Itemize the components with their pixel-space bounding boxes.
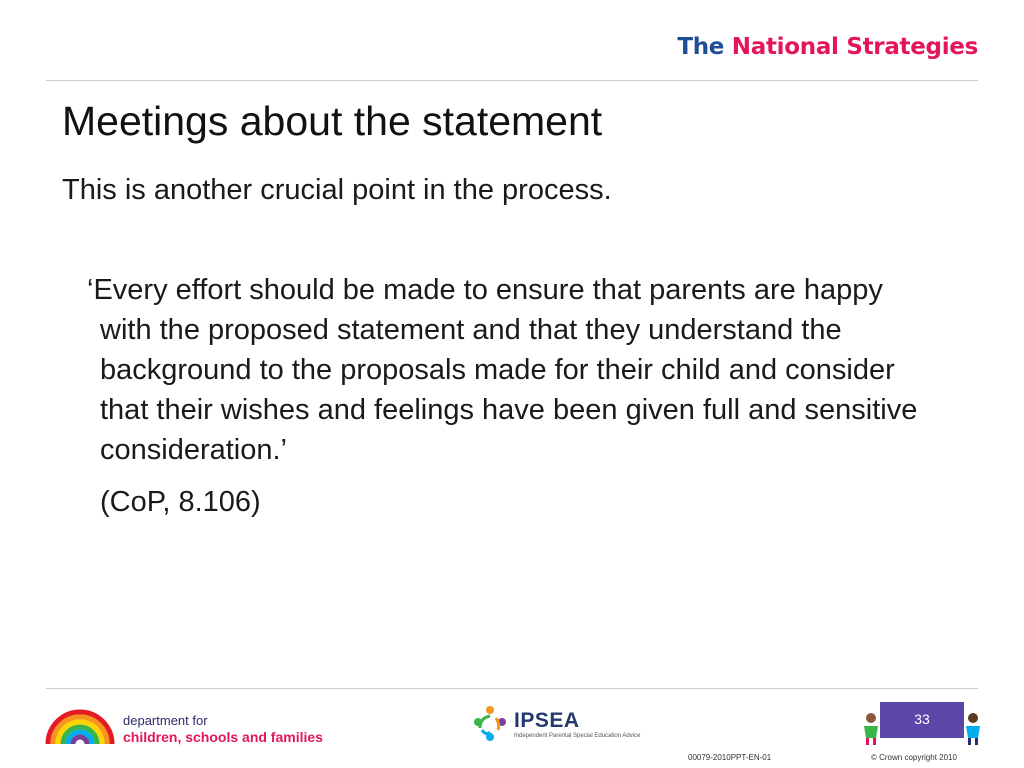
dcsf-dept-text: department for: [123, 713, 208, 728]
child-figure-left-icon: [860, 712, 882, 746]
slide-citation: (CoP, 8.106): [100, 486, 261, 518]
ipsea-full-name: Independent Parental Special Education Advice: [514, 733, 641, 739]
dcsf-logo: [44, 704, 334, 748]
child-figure-right-icon: [962, 712, 984, 746]
page-number: 33: [914, 711, 930, 727]
slide-intro: This is another crucial point in the process.: [62, 174, 612, 206]
slide-title: Meetings about the statement: [62, 98, 603, 144]
ipsea-logo: [470, 704, 670, 748]
brand-the: The: [677, 34, 725, 60]
national-strategies-logo: [677, 34, 978, 60]
copyright-notice: © Crown copyright 2010: [871, 753, 957, 762]
dcsf-name-text: children, schools and families: [123, 729, 323, 745]
slide-quote: ‘Every effort should be made to ensure that parents are happy with the proposed statement and that they understand the background to the proposals made for their child and consider that their wishes and feelings have been given full and sensitive consideration.’: [87, 274, 918, 466]
rainbow-icon: [44, 706, 116, 746]
page-number-box: [880, 702, 964, 738]
brand-name: National Strategies: [731, 34, 978, 60]
ipsea-name: IPSEA: [514, 709, 580, 732]
footer-divider: [46, 688, 978, 689]
ipsea-people-icon: [470, 704, 510, 744]
header-divider: [46, 80, 978, 81]
document-code: 00079-2010PPT-EN-01: [688, 753, 772, 762]
